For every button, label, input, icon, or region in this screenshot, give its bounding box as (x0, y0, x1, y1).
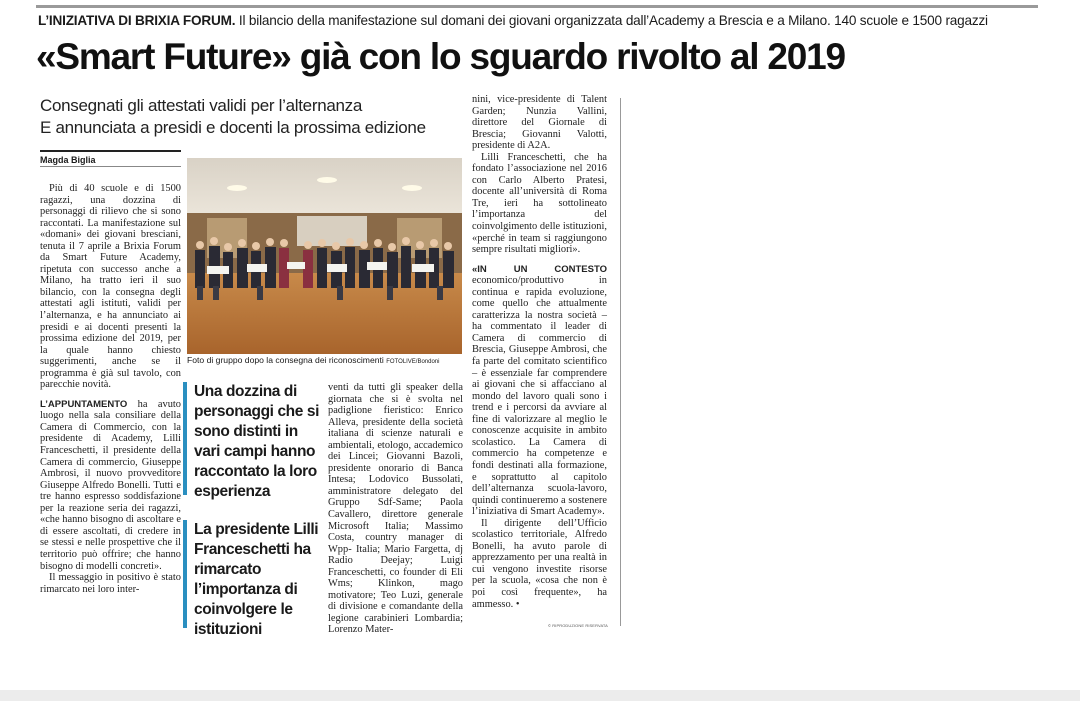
col1-paragraph-1: Più di 40 scuole e di 1500 ragazzi, una dozzina di personaggi di rilievo che si sono raccontati. La manifestazione sul «domani» dei giovani bresciani, tenuta il 7 aprile a Brixia Forum da Smart Future Academy, ripetuta con successo anche a Milano, ha tratto ieri il suo bilancio, con la consegna degli attestati agli istituti, validi per l’alternanza, e ha annunciato ai presidi e ai docenti presenti la prossima edizione del 2019, per la quale hanno chiesto suggerimenti, anche se il programma è già sul tavolo, con parecchie novità. (40, 183, 181, 391)
headline: «Smart Future» già con lo sguardo rivolto al 2019 (36, 36, 845, 77)
col1-paragraph-3: Il messaggio in positivo è stato rimarcato nei loro inter- (40, 572, 181, 595)
group-photo-image (187, 158, 462, 354)
bottom-bar (0, 690, 1080, 701)
caption-text: Foto di gruppo dopo la consegna dei riconoscimenti (187, 355, 384, 365)
subhead-line-1: Consegnati gli attestati validi per l’alternanza (40, 96, 363, 115)
pullquote-2-bar (183, 520, 187, 628)
kicker (38, 13, 1038, 28)
col3-paragraph-1: venti da tutti gli speaker della giornata che si è svolta nel padiglione fieristico: Enrico Alleva, presidente della società italiana di scienze naturali e ambientali, etologo, accademico dei Lincei; Giovanni Bazoli, presidente onorario di Banca Intesa; Lodovico Bussolati, amministratore delegato del Gruppo Sdf-Same; Paola Cavallero, direttore generale Microsoft Italia; Massimo Costa, country manager di Wpp- Italia; Mario Fargetta, dj Radio Deejay; Luigi Franceschetti, co founder di Eli Wms; Klinkon, mago motivatore; Teo Luzi, generale di divisione e comandante della legione carabinieri Lombardia; Lorenzo Mater- (328, 382, 463, 636)
col4-paragraph-1: nini, vice-presidente di Talent Garden; Nunzia Vallini, direttore del Giornale di Brescia; Giovanni Valotti, presidente di A2A. (472, 94, 607, 152)
group-photo (187, 158, 462, 354)
subhead-line-2: E annunciata a presidi e docenti la prossima edizione (40, 118, 426, 137)
article-column-3 (328, 382, 463, 636)
header-rule (36, 5, 1038, 8)
col1-paragraph-2-text: ha avuto luogo nella sala consiliare della Camera di Commercio, con la presidente di Academy, Lilli Franceschetti, il presidente della Camera di commercio, Giuseppe Ambrosi, il nuovo provveditore Giuseppe Alfredo Bonelli. Tutti e tre hanno espresso soddisfazione per la reazione seria dei ragazzi, «che hanno bisogno di ascoltare e di essere ascoltati, di credere in se stessi e nelle prospettive che il territorio può offrire; che hanno bisogno di modelli concreti». (40, 398, 181, 572)
photo-credit: FOTOLIVE/Bondoni (386, 359, 440, 365)
byline: Magda Biglia (40, 155, 96, 165)
col4-paragraph-2: Lilli Franceschetti, che ha fondato l’associazione nel 2016 con Carlo Alberto Pratesi, docente all’università di Roma Tre, ieri ha sottolineato l’importanza del coinvolgimento delle istituzioni, «perché in team si raggiungono sempre risultati migliori». (472, 151, 607, 256)
col4-paragraph-4: Il dirigente dell’Ufficio scolastico territoriale, Alfredo Bonelli, ha avuto parole di apprezzamento per una realtà in cui vengono investite risorse per la scuola, «cosa che non è poi così frequente», ha ammesso. • (472, 517, 607, 610)
col1-lead: L’APPUNTAMENTO (40, 398, 128, 410)
article-column-1 (40, 183, 181, 595)
byline-underline (40, 166, 181, 167)
pullquote-2: La presidente Lilli Franceschetti ha rimarcato l’importanza di coinvolgere le istituzioni (194, 521, 319, 638)
col4-paragraph-3 (472, 264, 607, 518)
byline-rule (40, 150, 181, 152)
col4-paragraph-3-text: economico/produttivo in continua e rapida evoluzione, come quello che attualmente caratterizza la nostra società – ha commentato il leader di Camera di commercio di Brescia, Giuseppe Ambrosi, che fa parte del comitato scientifico – è essenziale far comprendere ai giovani che si affacciano al mondo del lavoro quali sono i trend e i percorsi da avviare al fine di valorizzare al meglio le conoscenze acquisite in ambito scolastico. La Camera di commercio ha competenze e fondi destinati alla formazione, e soprattutto al capitolo dell’alternanza scuola-lavoro, quindi continueremo a sostenere l’iniziativa di Smart Academy». (472, 275, 607, 518)
kicker-label: L’INIZIATIVA DI BRIXIA FORUM. (38, 13, 236, 28)
article-column-4 (472, 94, 607, 610)
col1-paragraph-2 (40, 399, 181, 572)
photo-caption (187, 355, 462, 365)
kicker-text: Il bilancio della manifestazione sul domani dei giovani organizzata dall’Academy a Brescia e a Milano. 140 scuole e 1500 ragazzi (235, 13, 988, 28)
col4-lead: «IN UN CONTESTO (472, 263, 607, 275)
pullquote-1-bar (183, 382, 187, 495)
subhead (40, 95, 426, 139)
column-divider (620, 98, 621, 626)
pullquote-1: Una dozzina di personaggi che si sono distinti in vari campi hanno raccontato la loro esperienza (194, 383, 319, 500)
copyright: © RIPRODUZIONE RISERVATA (548, 623, 608, 628)
